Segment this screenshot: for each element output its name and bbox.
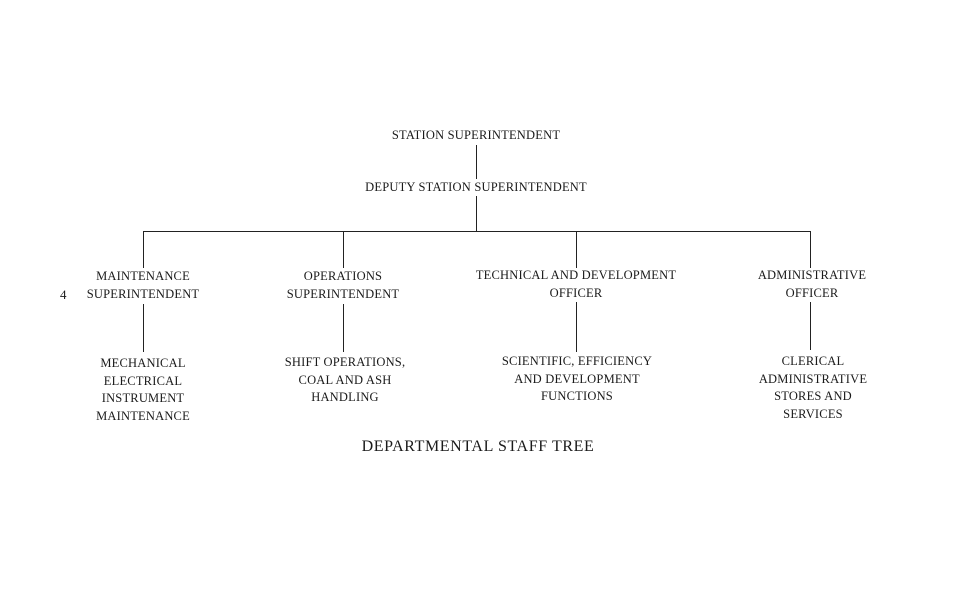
drop-technical: [576, 231, 577, 268]
node-line: ADMINISTRATIVE: [758, 371, 868, 386]
node-station-superintendent: [392, 127, 560, 145]
node-line: OPERATIONS: [303, 269, 383, 283]
node-line: SERVICES: [783, 406, 843, 421]
node-line: TECHNICAL AND DEVELOPMENT: [475, 268, 677, 282]
node-maintenance-superintendent: [87, 268, 200, 303]
connector-station-deputy: [476, 145, 477, 179]
node-line: SHIFT OPERATIONS,: [284, 355, 406, 369]
node-line: STATION SUPERINTENDENT: [391, 128, 561, 142]
connector-maintenance-duties: [143, 304, 144, 352]
drop-maintenance: [143, 231, 144, 268]
node-line: COAL AND ASH: [298, 372, 392, 387]
drop-operations: [343, 231, 344, 268]
connector-administrative-duties: [810, 302, 811, 350]
node-line: OFFICER: [549, 285, 603, 300]
node-operations-superintendent: [287, 268, 400, 303]
node-deputy-station-superintendent: [365, 179, 587, 197]
node-technical-duties: [502, 353, 652, 406]
node-line: SCIENTIFIC, EFFICIENCY: [501, 354, 653, 368]
drop-administrative: [810, 231, 811, 268]
connector-deputy-branch: [476, 196, 477, 232]
node-line: FUNCTIONS: [541, 389, 613, 403]
node-line: SUPERINTENDENT: [86, 286, 200, 301]
node-line: SUPERINTENDENT: [286, 286, 400, 301]
margin-mark: 4: [60, 287, 67, 302]
node-line: OFFICER: [785, 285, 839, 300]
node-technical-development-officer: [476, 267, 676, 302]
node-line: STORES AND: [774, 389, 852, 403]
node-line: MECHANICAL: [100, 356, 186, 370]
node-administrative-duties: [759, 353, 867, 423]
node-line: AND DEVELOPMENT: [514, 371, 640, 386]
node-line: ELECTRICAL: [103, 373, 183, 388]
node-line: MAINTENANCE: [96, 408, 190, 423]
connector-technical-duties: [576, 302, 577, 352]
node-operations-duties: [285, 354, 406, 407]
node-line: ADMINISTRATIVE: [757, 268, 867, 282]
connector-operations-duties: [343, 304, 344, 352]
branch-bar: [143, 231, 811, 232]
node-line: DEPUTY STATION SUPERINTENDENT: [365, 180, 587, 194]
node-administrative-officer: [758, 267, 866, 302]
diagram-caption: DEPARTMENTAL STAFF TREE: [361, 438, 595, 455]
node-line: CLERICAL: [781, 354, 845, 368]
node-line: MAINTENANCE: [96, 269, 190, 283]
node-line: INSTRUMENT: [101, 391, 185, 405]
node-maintenance-duties: [96, 355, 190, 425]
node-line: HANDLING: [311, 390, 379, 404]
